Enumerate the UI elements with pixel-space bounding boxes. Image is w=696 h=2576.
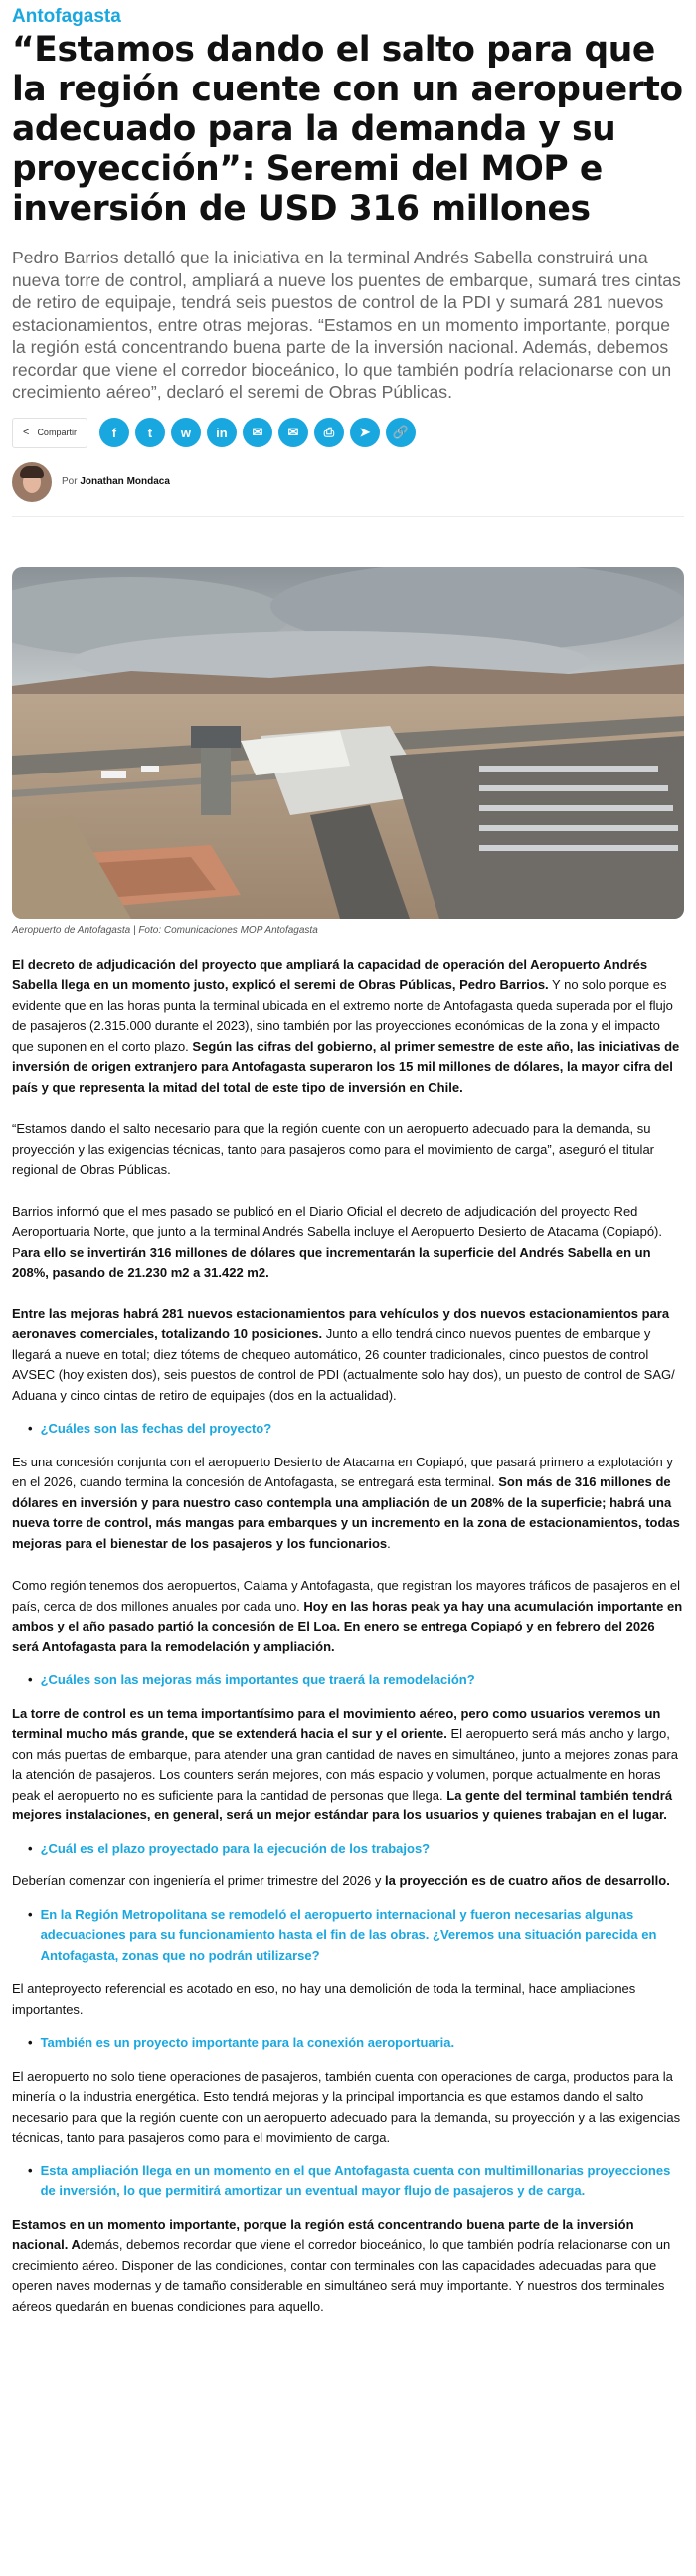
question-item: • También es un proyecto importante para la conexión aeroportuaria. — [28, 2035, 455, 2050]
author-prefix: Por — [62, 476, 78, 487]
avatar[interactable] — [12, 462, 52, 502]
question-item: • ¿Cuáles son las fechas del proyecto? — [28, 1421, 272, 1436]
share-icon: < — [23, 427, 30, 438]
author-byline — [62, 476, 170, 487]
whatsapp-share-icon[interactable]: w — [171, 418, 201, 447]
headline: “Estamos dando el salto para que la región cuente con un aeropuerto adecuado para la demanda y su proyección”: Seremi del MOP e inversión de USD 316 millones — [12, 30, 683, 229]
share-bar — [12, 418, 684, 448]
paragraph: “Estamos dando el salto necesario para que la región cuente con un aeropuerto adecuado para la demanda, su proyección y las exigencias técnicas, tanto para pasajeros como para el movimiento de carga”, aseguró el titular regional de Obras Públicas. — [12, 1121, 655, 1177]
category-label[interactable]: Antofagasta — [12, 6, 121, 27]
question-item: • En la Región Metropolitana se remodeló el aeropuerto internacional y fueron necesarias algunas adecuaciones para su funcionamiento hasta el fin de las obras. ¿Veremos una situación parecida en Antofagasta, zonas que no podrán utilizarse? — [28, 1906, 657, 1963]
paragraph: El anteproyecto referencial es acotado en eso, no hay una demolición de toda la terminal, hace ampliaciones importantes. — [12, 1981, 636, 2017]
paragraph: Deberían comenzar con ingeniería el primer trimestre del 2026 y la proyección es de cuatro años de desarrollo. — [12, 1873, 670, 1888]
article-photo — [12, 567, 684, 919]
paragraph: Como región tenemos dos aeropuertos, Calama y Antofagasta, que registran los mayores tráficos de pasajeros en el país, cerca de dos millones anuales por cada uno. Hoy en las horas peak ya hay una acumulación importante en ambos y el año pasado partió la concesión de El Loa. En enero se entrega Copiapó y en febrero del 2026 será Antofagasta para la remodelación y ampliación. — [12, 1578, 683, 1654]
share-button[interactable] — [12, 418, 87, 448]
author-block — [12, 462, 684, 517]
photo-caption: Aeropuerto de Antofagasta | Foto: Comunicaciones MOP Antofagasta — [12, 924, 318, 936]
paragraph: El aeropuerto no solo tiene operaciones de pasajeros, también cuenta con operaciones de carga, productos para la minería o la industria energética. Esto tendrá mejoras y la principal importancia es que estamos dando el salto necesario para que la región cuente con un aeropuerto adecuado para la demanda, su proyección y a las exigencias técnicas, tanto para pasajeros como para el movimiento de carga. — [12, 2068, 681, 2145]
paragraph: Barrios informó que el mes pasado se publicó en el Diario Oficial el decreto de adjudicación del proyecto Red Aeroportuaria Norte, que junto a la terminal Andrés Sabella incluye el Aeropuerto Desierto de Atacama (Copiapó). Para ello se invertirán 316 millones de dólares que incrementarán la superficie del Andrés Sabella en un 208%, pasando de 21.230 m2 a 31.422 m2. — [12, 1203, 662, 1280]
article-body — [12, 955, 684, 2318]
paragraph: La torre de control es un tema importantísimo para el movimiento aéreo, pero como usuarios veremos un terminal mucho más grande, que se extenderá hacia el sur y el oriente. El aeropuerto será más ancho y largo, con más puertas de embarque, para atender una gran cantidad de naves en simultáneo, junto a mejores zonas para la atención de pasajeros. Los counters serán mejores, con más espacio y volumen, porque actualmente en horas peak el aeropuerto no es suficiente para la cantidad de personas que llega. La gente del terminal también tendrá mejores instalaciones, en general, será un mejor estándar para los usuarios y quienes trabajan en el lugar. — [12, 1705, 678, 1822]
paragraph: Es una concesión conjunta con el aeropuerto Desierto de Atacama en Copiapó, que pasará primero a explotación y en el 2026, cuando termina la concesión de Antofagasta, se entregará esta terminal. Son más de 316 millones de dólares en inversión y para nuestro caso contempla una ampliación de un 208% de la superficie; habrá una nueva torre de control, más mangas para embarques y un incremento en la zona de estacionamientos, todas mejoras para el bienestar de los pasajeros y los funcionarios. — [12, 1454, 680, 1551]
message-share-icon[interactable]: ✉ — [278, 418, 308, 447]
twitter-share-icon[interactable]: t — [135, 418, 165, 447]
telegram-share-icon[interactable]: ➤ — [350, 418, 380, 447]
email-share-icon[interactable]: ✉ — [243, 418, 272, 447]
paragraph: Estamos en un momento importante, porque la región está concentrando buena parte de la inversión nacional. Además, debemos recordar que viene el corredor bioceánico, lo que también podría relacionarse con un crecimiento aéreo. Disponer de las condiciones, contar con terminales con las capacidades adecuadas para que operen naves modernas y de tamaño considerable en simultáneo será muy importante. Y nuestros dos terminales aéreos quedarán en buenas condiciones para aquello. — [12, 2216, 671, 2314]
linkedin-share-icon[interactable]: in — [207, 418, 237, 447]
print-icon[interactable]: ⎙ — [314, 418, 344, 447]
share-label: Compartir — [37, 428, 77, 437]
lead-paragraph: Pedro Barrios detalló que la iniciativa en la terminal Andrés Sabella construirá una nueva torre de control, ampliará a nueve los puentes de embarque, sumará tres cintas de retiro de equipaje, tendrá seis puestos de control de la PDI y sumará 281 nuevos estacionamientos, entre otras mejoras. “Estamos en un momento importante, porque la región está concentrando buena parte de la inversión nacional. Además, debemos recordar que viene el corredor bioceánico, lo que también podría relacionarse con un crecimiento aéreo”, declaró el seremi de Obras Públicas. — [12, 248, 681, 402]
paragraph: El decreto de adjudicación del proyecto que ampliará la capacidad de operación del Aeropuerto Andrés Sabella llega en un momento justo, explicó el seremi de Obras Públicas, Pedro Barrios. Y no solo porque es evidente que en las horas punta la terminal ubicada en el extremo norte de Antofagasta queda superada por el flujo de pasajeros (2.315.000 durante el 2023), sino también por las proyecciones económicas de la zona y el impacto que suponen en el corto plazo. Según las cifras del gobierno, al primer semestre de este año, las iniciativas de inversión de origen extranjero para Antofagasta superaron los 15 mil millones de dólares, la mayor cifra del país y que representa la mitad del total de este tipo de inversión en Chile. — [12, 956, 680, 1095]
facebook-share-icon[interactable]: f — [99, 418, 129, 447]
paragraph: Entre las mejoras habrá 281 nuevos estacionamientos para vehículos y dos nuevos estacionamientos para aeronaves comerciales, totalizando 10 posiciones. Junto a ello tendrá cinco nuevos puentes de embarque y llegará a nueve en total; diez tótems de chequeo automático, 26 counter tradicionales, cinco puestos de control AVSEC (hoy existen dos), seis puestos de control de PDI (actualmente solo hay dos), un puesto de control de SAG/ Aduana y cinco cintas de retiro de equipajes (dos en la actualidad). — [12, 1305, 675, 1403]
author-name[interactable]: Jonathan Mondaca — [80, 476, 170, 487]
copy-link-icon[interactable]: 🔗 — [386, 418, 416, 447]
question-item: • Esta ampliación llega en un momento en el que Antofagasta cuenta con multimillonarias proyecciones de inversión, lo que permitirá amortizar un eventual mayor flujo de pasajeros y de carga. — [28, 2162, 671, 2198]
airport-aerial-image — [12, 567, 684, 919]
question-item: • ¿Cuáles son las mejoras más importantes que traerá la remodelación? — [28, 1672, 475, 1687]
question-item: • ¿Cuál es el plazo proyectado para la ejecución de los trabajos? — [28, 1840, 431, 1856]
